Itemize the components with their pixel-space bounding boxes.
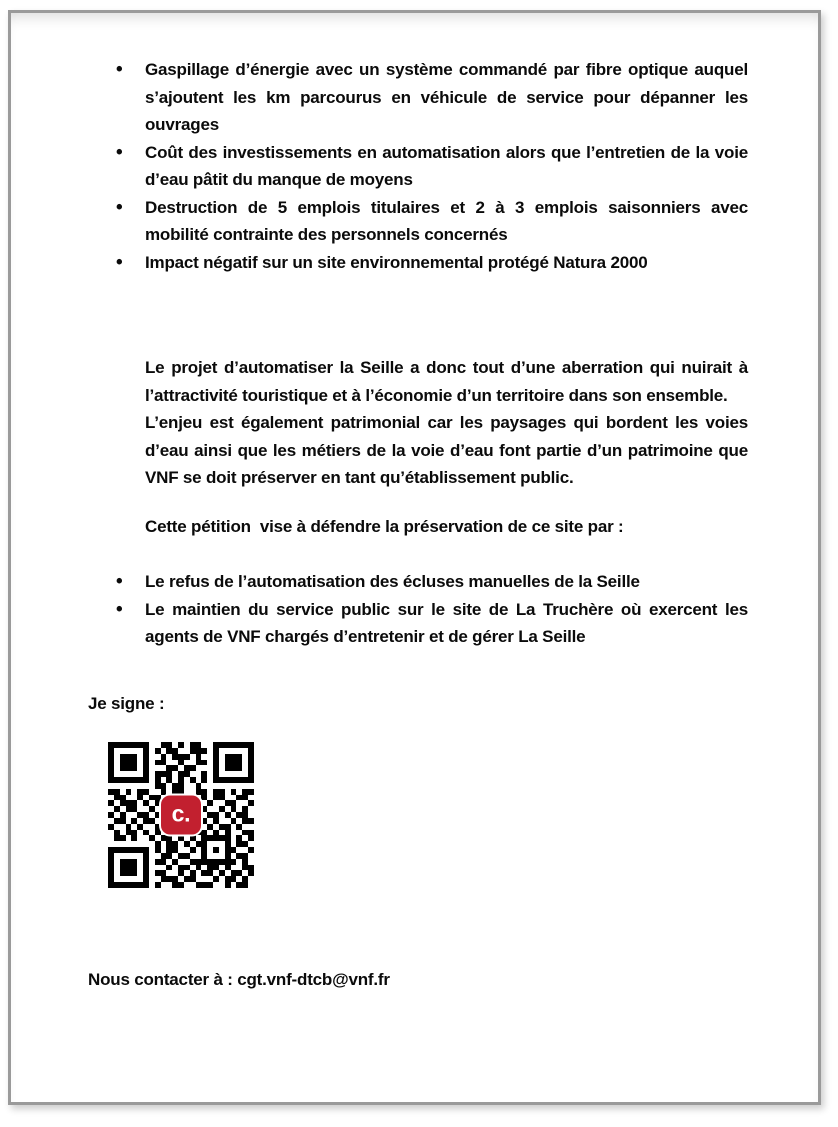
page-content: [11, 13, 818, 994]
paragraph: Le projet d’automatiser la Seille a donc tout d’une aberration qui nuirait à l’attractivité touristique et à l’économie d’un territoire dans son ensemble.: [145, 358, 748, 405]
contact-email-line: Nous contacter à : cgt.vnf-dtcb@vnf.fr: [88, 970, 390, 989]
list-item: • Le maintien du service public sur le site de La Truchère où exercent les agents de VNF chargés d’entretenir et de gérer La Seille: [145, 596, 748, 651]
list-item: • Destruction de 5 emplois titulaires et 2 à 3 emplois saisonniers avec mobilité contrainte des personnels concernés: [145, 194, 748, 249]
qr-code: [108, 742, 254, 888]
change-org-logo-badge: c.: [161, 796, 201, 835]
document-page: [8, 10, 821, 1105]
list-item: • Impact négatif sur un site environnemental protégé Natura 2000: [145, 249, 748, 277]
list-item: • Gaspillage d’énergie avec un système commandé par fibre optique auquel s’ajoutent les km parcourus en véhicule de service pour dépanner les ouvrages: [145, 56, 748, 139]
body-paragraphs: [145, 354, 748, 492]
paragraph: L’enjeu est également patrimonial car les paysages qui bordent les voies d’eau ainsi que les métiers de la voie d’eau font partie d’un patrimoine que VNF se doit préserver en tant qu’établissement public.: [145, 413, 748, 487]
issues-bullet-list: [88, 56, 748, 276]
sign-label: Je signe :: [88, 693, 165, 713]
petition-statement: Cette pétition vise à défendre la préservation de ce site par :: [145, 516, 624, 536]
list-item: • Le refus de l’automatisation des écluses manuelles de la Seille: [145, 568, 748, 596]
list-item: • Coût des investissements en automatisation alors que l’entretien de la voie d’eau pâtit du manque de moyens: [145, 139, 748, 194]
demands-bullet-list: [88, 568, 748, 651]
